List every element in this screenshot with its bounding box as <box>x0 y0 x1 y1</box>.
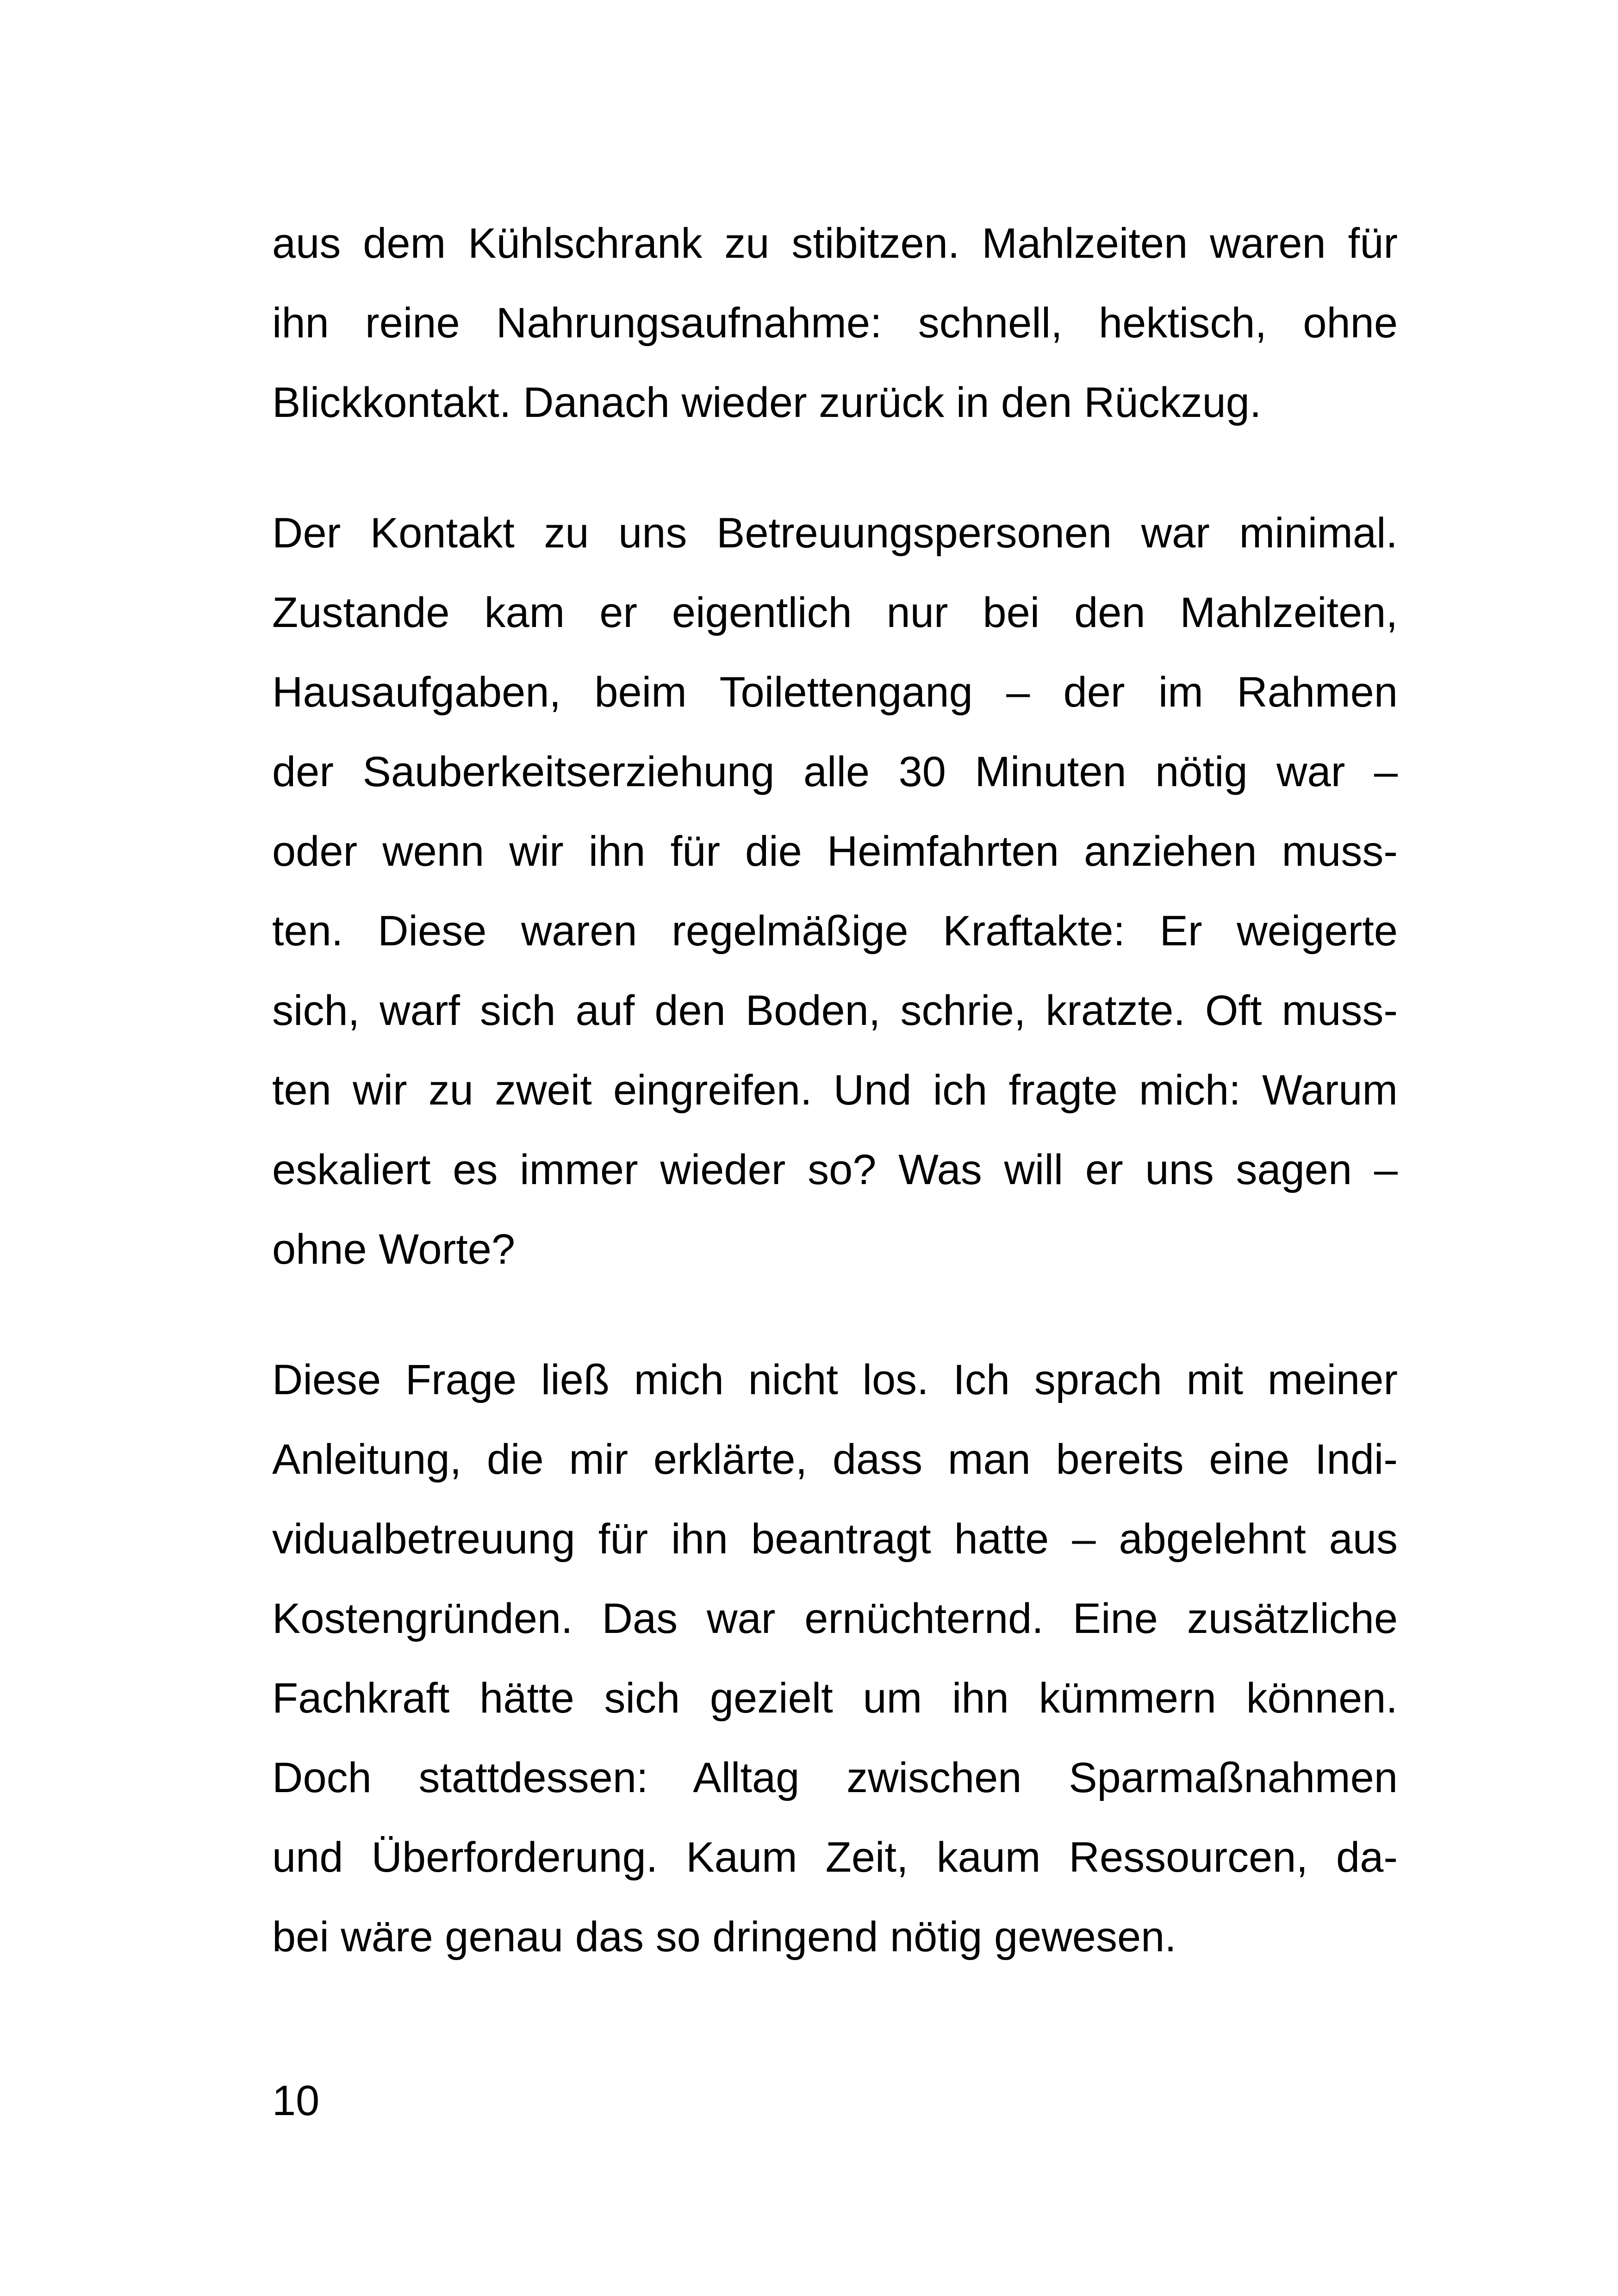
text-line: vidualbetreuung für ihn beantragt hatte – abgelehnt aus <box>272 1515 1398 1563</box>
text-line: der Sauberkeitserziehung alle 30 Minuten nötig war – <box>272 748 1398 795</box>
text-line: ihn reine Nahrungsaufnahme: schnell, hektisch, ohne <box>272 299 1398 347</box>
text-line: sich, warf sich auf den Boden, schrie, kratzte. Oft muss- <box>272 987 1398 1034</box>
text-line: Fachkraft hätte sich gezielt um ihn kümmern können. <box>272 1675 1398 1722</box>
text-line: Zustande kam er eigentlich nur bei den Mahlzeiten, <box>272 589 1398 636</box>
text-line: Kostengründen. Das war ernüchternd. Eine zusätzliche <box>272 1595 1398 1642</box>
text-line: bei wäre genau das so dringend nötig gewesen. <box>272 1913 1176 1961</box>
page-number: 10 <box>272 2077 320 2124</box>
paragraph-2 <box>272 493 1398 1289</box>
text-line: ten wir zu zweit eingreifen. Und ich fragte mich: Warum <box>272 1067 1398 1114</box>
text-line: Der Kontakt zu uns Betreuungspersonen war minimal. <box>272 509 1398 557</box>
text-line: ten. Diese waren regelmäßige Kraftakte: Er weigerte <box>272 907 1398 955</box>
text-line: Hausaufgaben, beim Toilettengang – der im Rahmen <box>272 669 1398 716</box>
text-line: Anleitung, die mir erklärte, dass man bereits eine Indi- <box>272 1436 1398 1483</box>
text-line: Diese Frage ließ mich nicht los. Ich sprach mit meiner <box>272 1356 1398 1403</box>
text-line: oder wenn wir ihn für die Heimfahrten anziehen muss- <box>272 828 1398 875</box>
text-line: eskaliert es immer wieder so? Was will er uns sagen – <box>272 1146 1398 1193</box>
text-line: aus dem Kühlschrank zu stibitzen. Mahlzeiten waren für <box>272 220 1398 267</box>
text-line: und Überforderung. Kaum Zeit, kaum Ressourcen, da- <box>272 1834 1398 1881</box>
text-line: ohne Worte? <box>272 1226 516 1273</box>
text-line: Doch stattdessen: Alltag zwischen Sparmaßnahmen <box>272 1754 1398 1801</box>
text-line: Blickkontakt. Danach wieder zurück in den Rückzug. <box>272 379 1262 426</box>
body-text <box>272 204 1398 1977</box>
paragraph-1 <box>272 204 1398 442</box>
paragraph-3 <box>272 1340 1398 1977</box>
